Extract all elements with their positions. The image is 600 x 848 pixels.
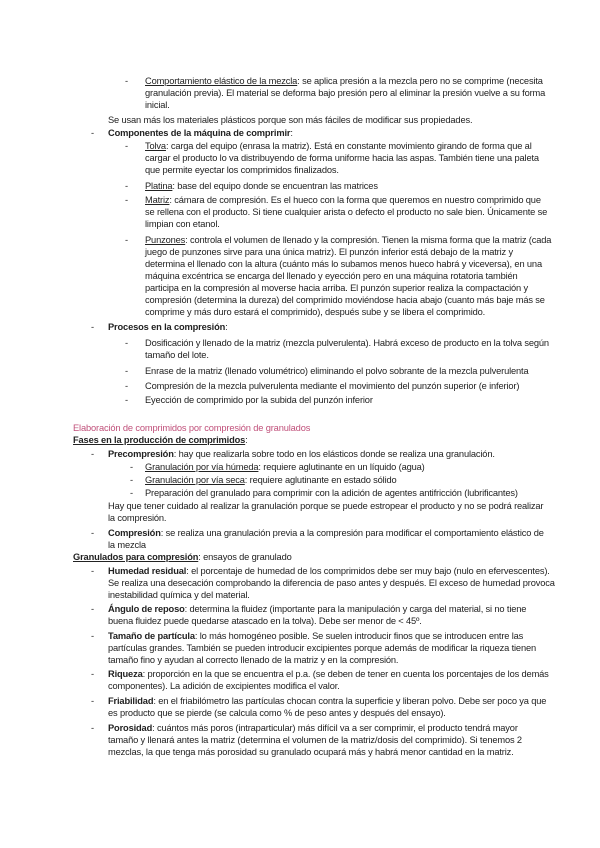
list-item-platina [145, 180, 378, 192]
list-item-angulo [108, 603, 526, 615]
term-humeda: Granulación por vía húmeda [145, 462, 259, 472]
list-item-tamano [108, 630, 523, 642]
list-item-humedad [108, 565, 550, 577]
list-dash: - [91, 322, 95, 332]
list-dash: - [125, 141, 129, 151]
heading-fases [73, 434, 248, 446]
term-platina: Platina [145, 181, 173, 191]
term-compresion: Compresión [108, 528, 161, 538]
text-line: inestabilidad química y del material. [108, 590, 250, 600]
list-dash: - [125, 381, 129, 391]
text-line: es producto que se pierde (se calcula como % de peso antes y después del ensayo). [108, 708, 446, 718]
text: : cuántos más poros (intraparticular) más difícil va a ser comprimir, el producto tendrá mayor [152, 723, 518, 733]
text-line: componentes). La adición de excipientes modifica el valor. [108, 681, 340, 691]
list-dash: - [125, 338, 129, 348]
heading-text: Componentes de la máquina de comprimir [108, 128, 291, 138]
text: : requiere aglutinante en un líquido (agua) [258, 462, 425, 472]
list-dash: - [125, 195, 129, 205]
text-line: la mezcla [108, 540, 146, 550]
colon: : [290, 128, 293, 138]
term-friabilidad: Friabilidad [108, 696, 154, 706]
text: : requiere aglutinante en estado sólido [244, 475, 397, 485]
list-item-humeda [145, 461, 425, 473]
list-dash: - [130, 475, 134, 485]
term-elastic: Comportamiento elástico de la mezcla [145, 76, 298, 86]
text: : lo más homogéneo posible. Se suelen introducir finos que se introducen entre las [194, 631, 524, 641]
term-humedad: Humedad residual [108, 566, 187, 576]
list-dash: - [91, 723, 95, 733]
text-line: comprime y más duro estará el comprimido), después sube y se libera el comprimido. [145, 307, 486, 317]
text: : proporción en la que se encuentra el p.a. (se deben de tener en cuenta los porcentajes de los demás [142, 669, 549, 679]
term-precompresion: Precompresión [108, 449, 174, 459]
text-line: inicial. [145, 100, 170, 110]
text-line: que permite eyectar los comprimidos finalizados. [145, 165, 339, 175]
text-line: partículas grandes. También se pueden introducir excipientes porque además de modificar la riqueza tienen [108, 643, 537, 653]
heading-processes [108, 321, 228, 333]
list-item-process: Enrase de la matriz (llenado volumétrico) eliminando el polvo sobrante de la mezcla pulverulenta [145, 366, 529, 376]
list-dash: - [91, 604, 95, 614]
list-dash: - [91, 128, 95, 138]
list-item-riqueza [108, 668, 549, 680]
colon: : [245, 435, 248, 445]
text-line: buena fluidez puede quedarse atascado en la tolva). Debe ser menor de < 45º. [108, 616, 422, 626]
text-line: máquina excéntrica se encarga del llenado y eyección pero en una máquina rotatoria también [145, 271, 518, 281]
list-item-precompresion [108, 448, 495, 460]
text: : el porcentaje de humedad de los comprimidos debe ser muy bajo (nulo en efervescentes). [186, 566, 550, 576]
text: : cámara de compresión. Es el hueco con la forma que queremos en nuestro comprimido que [169, 195, 541, 205]
text-line: Se usan más los materiales plásticos porque son más fáciles de modificar sus propiedades. [108, 115, 473, 125]
list-item-elastic [145, 75, 543, 87]
heading-text: Granulados para compresión [73, 552, 199, 562]
section-title: Elaboración de comprimidos por compresión de granulados [73, 423, 311, 433]
text-line: la compresión. [108, 513, 167, 523]
list-dash: - [91, 528, 95, 538]
list-dash: - [91, 669, 95, 679]
text-line: compresión (determina la dureza) del comprimido moviéndose hacia abajo (cuanto más baje más se [145, 295, 545, 305]
term-riqueza: Riqueza [108, 669, 143, 679]
text-line: tamaño del lote. [145, 350, 209, 360]
text-line: Hay que tener cuidado al realizar la granulación porque se puede estropear el producto y no se podrá realizar [108, 501, 544, 511]
list-dash: - [125, 366, 129, 376]
list-item-compresion [108, 527, 544, 539]
list-item-process: Compresión de la mezcla pulverulenta mediante el movimiento del punzón superior (e inferior) [145, 381, 520, 391]
text: : determina la fluidez (importante para la manipulación y carga del material, si no tiene [184, 604, 527, 614]
text-line: determina el llenado con la altura (cuánto más lo subamos menos hueco habrá y viceversa), en una [145, 259, 542, 269]
text-line: granulación previa). El material se deforma bajo presión pero al eliminar la presión vuelve a su forma [145, 88, 546, 98]
text-line: tamaño fino y ayudan al correcto llenado de la matriz y en la compresión. [108, 655, 399, 665]
text: : base del equipo donde se encuentran las matrices [172, 181, 378, 191]
text-line: mezclas, la que tenga más porosidad su granulado ocupará más y habrá menor cantidad en la matriz. [108, 747, 514, 757]
term-tamano: Tamaño de partícula [108, 631, 195, 641]
text: : hay que realizarla sobre todo en los elásticos donde se realiza una granulación. [173, 449, 495, 459]
term-porosidad: Porosidad [108, 723, 153, 733]
heading-text: Procesos en la compresión [108, 322, 226, 332]
list-item-preparacion: Preparación del granulado para comprimir con la adición de agentes antifricción (lubrificantes) [145, 488, 518, 498]
list-dash: - [125, 395, 129, 405]
text-line: juego de punzones sirve para una única matriz). El punzón inferior está debajo de la matriz y [145, 247, 513, 257]
text: : carga del equipo (enrasa la matriz). Está en constante movimiento girando de forma que al [165, 141, 532, 151]
list-item-seca [145, 474, 397, 486]
heading-ensayos [73, 551, 292, 563]
text-line: Se realiza una desecación comprobando la diferencia de paso antes y después. El exceso de humedad provoca [108, 578, 555, 588]
text: : en el friabilómetro las partículas chocan contra la superficie y liberan polvo. Debe ser poco ya que [153, 696, 547, 706]
text-line: se rellena con el producto. Si tiene cualquier arista o defecto el producto no sale bien. Únicamente se [145, 207, 548, 217]
text-line: tamaño y llenará antes la matriz (determina el volumen de la matriz/dosis del comprimido). Si tenemos 2 [108, 735, 522, 745]
list-dash: - [91, 449, 95, 459]
list-dash: - [91, 566, 95, 576]
list-item-tolva [145, 140, 532, 152]
heading-text: Fases en la producción de comprimidos [73, 435, 246, 445]
text-line: cargar el producto lo va distribuyendo de forma uniforme hacia las aspas. También tiene una paleta [145, 153, 539, 163]
list-dash: - [125, 76, 129, 86]
list-dash: - [125, 181, 129, 191]
term-matriz: Matriz [145, 195, 170, 205]
list-dash: - [91, 631, 95, 641]
list-item-porosidad [108, 722, 518, 734]
list-item-matriz [145, 194, 541, 206]
list-dash: - [130, 462, 134, 472]
list-item-process: Eyección de comprimido por la subida del punzón inferior [145, 395, 373, 405]
term-seca: Granulación por vía seca [145, 475, 245, 485]
text: : controla el volumen de llenado y la compresión. Tienen la misma forma que la matriz (cada [185, 235, 552, 245]
list-dash: - [91, 696, 95, 706]
list-item-punzones [145, 234, 551, 246]
list-item-friabilidad [108, 695, 546, 707]
text-line: participa en la compresión al moverse hacia arriba. El punzón superior realiza la compactación y [145, 283, 528, 293]
list-item-process: Dosificación y llenado de la matriz (mezcla pulverulenta). Habrá exceso de producto en la tolva según [145, 338, 549, 348]
text: : se aplica presión a la mezcla pero no se comprime (necesita [297, 76, 543, 86]
term-angulo: Ángulo de reposo [108, 604, 185, 614]
term-tolva: Tolva [145, 141, 166, 151]
list-dash: - [130, 488, 134, 498]
term-punzones: Punzones [145, 235, 186, 245]
list-dash: - [125, 235, 129, 245]
heading-suffix: : ensayos de granulado [198, 552, 292, 562]
heading-components [108, 127, 293, 139]
text-line: limpian con etanol. [145, 219, 220, 229]
text: : se realiza una granulación previa a la compresión para modificar el comportamiento elástico de [160, 528, 544, 538]
colon: : [225, 322, 228, 332]
